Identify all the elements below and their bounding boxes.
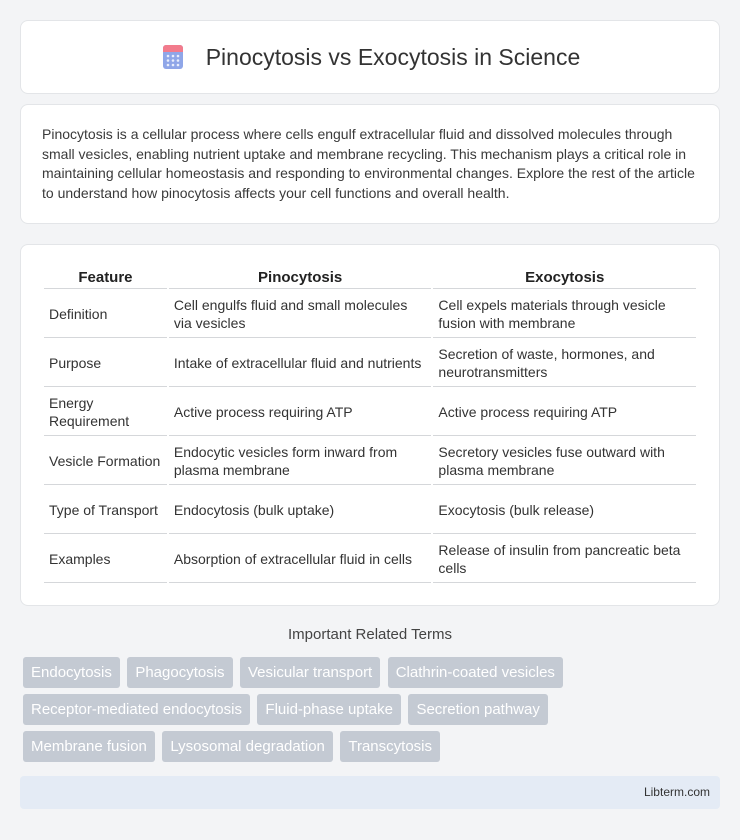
exocytosis-cell: Exocytosis (bulk release) (433, 487, 696, 534)
footer-link[interactable]: Libterm.com (643, 785, 710, 799)
term-tag[interactable]: Phagocytosis (127, 657, 232, 688)
exocytosis-cell: Cell expels materials through vesicle fusion with membrane (433, 291, 696, 338)
related-terms-list (23, 657, 723, 768)
table-row (44, 340, 696, 387)
table-row (44, 291, 696, 338)
feature-cell: Type of Transport (44, 487, 167, 534)
term-tag[interactable]: Vesicular transport (240, 657, 380, 688)
feature-cell: Energy Requirement (44, 389, 167, 436)
term-tag[interactable]: Transcytosis (340, 731, 440, 762)
intro-text: Pinocytosis is a cellular process where cells engulf extracellular fluid and dissolved molecules through small vesicles, enabling nutrient uptake and membrane recycling. This mechanism plays a critical role in maintaining cellular homeostasis and responding to environmental changes. Explore the rest of the article to understand how pinocytosis affects your cell functions and overall health. (42, 126, 695, 201)
exocytosis-cell: Secretory vesicles fuse outward with plasma membrane (433, 438, 696, 485)
table-row (44, 536, 696, 583)
term-tag[interactable]: Lysosomal degradation (162, 731, 333, 762)
header-card (20, 20, 720, 94)
comparison-card (20, 244, 720, 606)
table-row (44, 389, 696, 436)
intro-card (20, 104, 720, 224)
feature-cell: Examples (44, 536, 167, 583)
term-tag[interactable]: Membrane fusion (23, 731, 155, 762)
feature-cell: Vesicle Formation (44, 438, 167, 485)
table-row (44, 438, 696, 485)
page-title: Pinocytosis vs Exocytosis in Science (205, 43, 581, 70)
related-terms-title: Important Related Terms (288, 626, 452, 643)
pinocytosis-cell: Active process requiring ATP (169, 389, 432, 436)
exocytosis-cell: Release of insulin from pancreatic beta cells (433, 536, 696, 583)
feature-cell: Purpose (44, 340, 167, 387)
pinocytosis-cell: Intake of extracellular fluid and nutrients (169, 340, 432, 387)
calculator-icon (160, 44, 186, 70)
term-tag[interactable]: Endocytosis (23, 657, 120, 688)
table-row (44, 487, 696, 534)
pinocytosis-cell: Endocytic vesicles form inward from plasma membrane (169, 438, 432, 485)
pinocytosis-cell: Cell engulfs fluid and small molecules via vesicles (169, 291, 432, 338)
table-header-row (44, 267, 696, 289)
header-exocytosis: Exocytosis (433, 267, 696, 289)
term-tag[interactable]: Clathrin-coated vesicles (388, 657, 563, 688)
header-pinocytosis: Pinocytosis (169, 267, 432, 289)
pinocytosis-cell: Endocytosis (bulk uptake) (169, 487, 432, 534)
term-tag[interactable]: Secretion pathway (408, 694, 547, 725)
header-feature: Feature (44, 267, 167, 289)
footer (20, 776, 720, 809)
comparison-table (42, 265, 698, 585)
feature-cell: Definition (44, 291, 167, 338)
exocytosis-cell: Active process requiring ATP (433, 389, 696, 436)
term-tag[interactable]: Receptor-mediated endocytosis (23, 694, 250, 725)
term-tag[interactable]: Fluid-phase uptake (257, 694, 401, 725)
pinocytosis-cell: Absorption of extracellular fluid in cells (169, 536, 432, 583)
exocytosis-cell: Secretion of waste, hormones, and neurotransmitters (433, 340, 696, 387)
